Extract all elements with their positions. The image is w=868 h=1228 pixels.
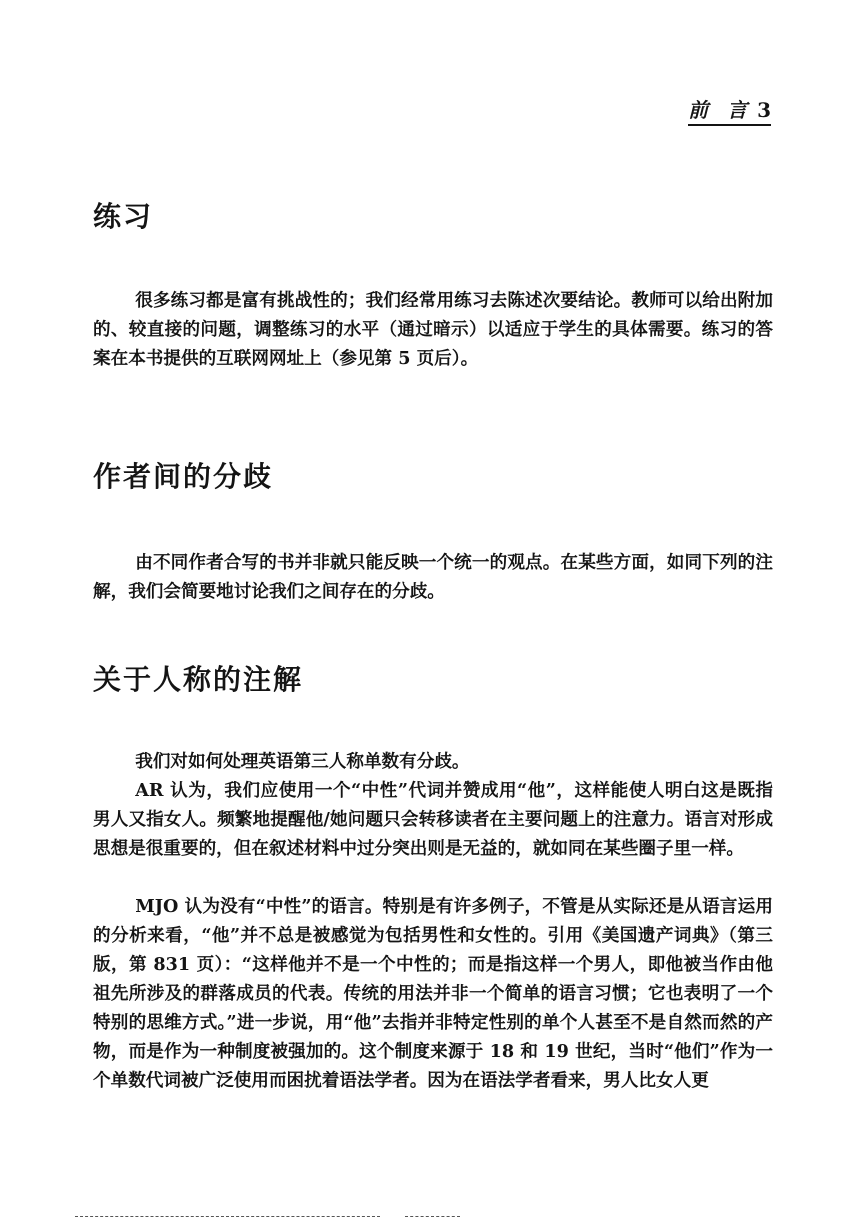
paragraph-mjo-view: MJO 认为没有“中性”的语言。特别是有许多例子，不管是从实际还是从语言运用的分析来看，“他”并不总是被感觉为包括男性和女性的。引用《美国遗产词典》（第三版，第 831 页）：“这样他并不是一个中性的；而是指这样一个男人，即他被当作由他祖先所涉及的群落成员的代表。传统的用法并非一个简单的语言习惯；它也表明了一个特别的思维方式。”进一步说，用“他”去指并非特定性别的单个人甚至不是自然而然的产物，而是作为一种制度被强加的。这个制度来源于 18 和 19 世纪，当时“他们”作为一个单数代词被广泛使用而困扰着语法学者。因为在语法学者看来，男人比女人更	[93, 896, 773, 1091]
paragraph-pronoun-intro: 我们对如何处理英语第三人称单数有分歧。	[135, 751, 470, 772]
running-header	[688, 94, 771, 126]
footer-rule-right	[405, 1216, 460, 1217]
running-header-title: 前 言	[688, 98, 754, 122]
paragraph-ar-view: AR 认为，我们应使用一个“中性”代词并赞成用“他”，这样能使人明白这是既指男人又指女人。频繁地提醒他/她问题只会转移读者在主要问题上的注意力。语言对形成思想是很重要的，但在叙述材料中过分突出则是无益的，就如同在某些圈子里一样。	[93, 780, 773, 859]
heading-pronoun-note: 关于人称的注解	[93, 663, 304, 696]
page-number: 3	[757, 98, 771, 122]
heading-author-disagreements: 作者间的分歧	[93, 460, 274, 493]
paragraph-author-disagreements: 由不同作者合写的书并非就只能反映一个统一的观点。在某些方面，如同下列的注解，我们会简要地讨论我们之间存在的分歧。	[93, 552, 773, 602]
footer-rule-left	[75, 1216, 380, 1217]
paragraph-exercises: 很多练习都是富有挑战性的；我们经常用练习去陈述次要结论。教师可以给出附加的、较直接的问题，调整练习的水平（通过暗示）以适应于学生的具体需要。练习的答案在本书提供的互联网网址上（参见第 5 页后）。	[93, 290, 773, 369]
heading-exercises: 练习	[93, 200, 154, 233]
